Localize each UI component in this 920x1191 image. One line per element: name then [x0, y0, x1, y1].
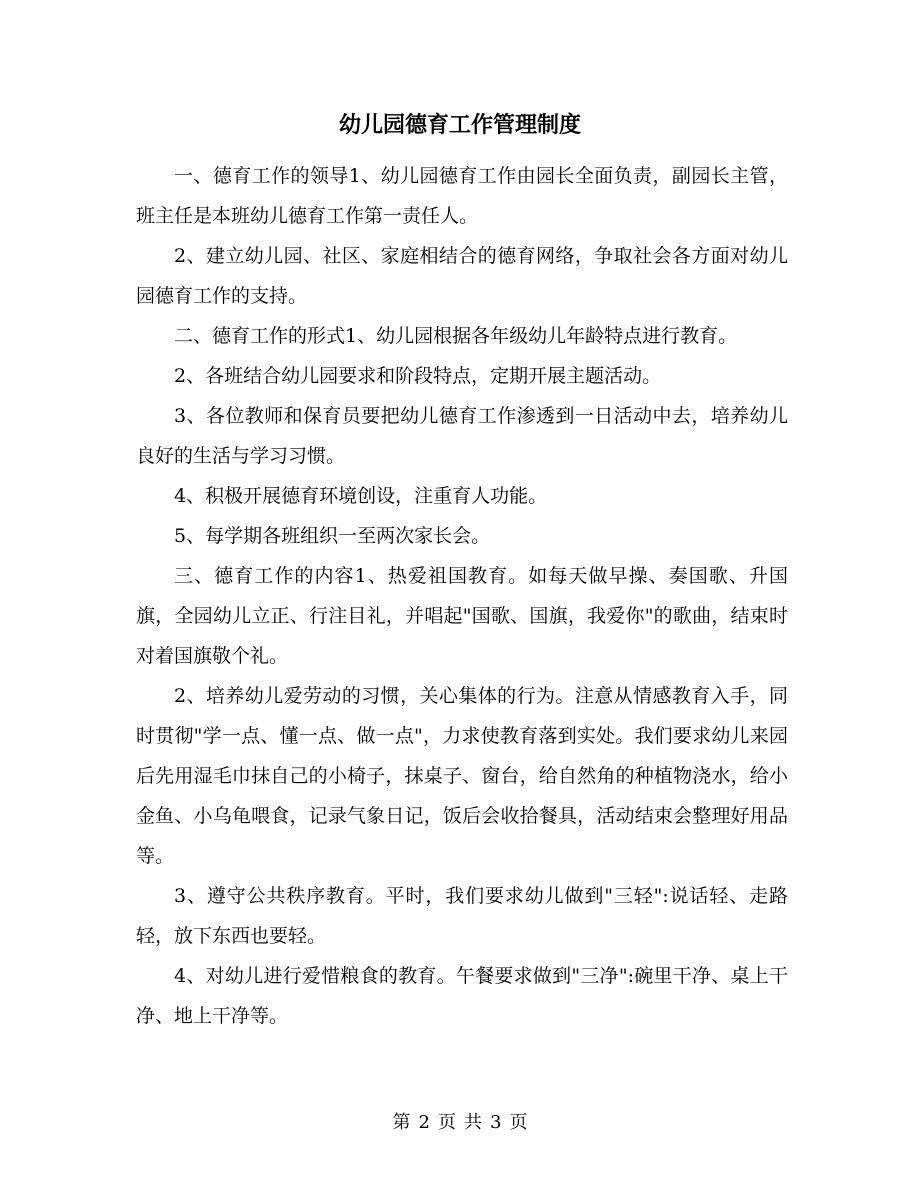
document-title: 幼儿园德育工作管理制度 — [338, 112, 581, 138]
page-footer — [0, 1110, 920, 1136]
paragraph-1: 一、德育工作的领导1、幼儿园德育工作由园长全面负责，副园长主管，班主任是本班幼儿德育工作第一责任人。 — [136, 165, 788, 227]
paragraph-4: 2、各班结合幼儿园要求和阶段特点，定期开展主题活动。 — [174, 365, 662, 387]
document-body — [136, 156, 788, 1036]
paragraph-10: 3、遵守公共秩序教育。平时，我们要求幼儿做到"三轻":说话轻、走路轻，放下东西也要轻。 — [136, 885, 788, 947]
footer-total-pages: 3 — [490, 1112, 502, 1133]
paragraph-8: 三、德育工作的内容1、热爱祖国教育。如每天做早操、奏国歌、升国旗，全园幼儿立正、行注目礼，并唱起"国歌、国旗，我爱你"的歌曲，结束时对着国旗敬个礼。 — [136, 565, 788, 667]
paragraph-3: 二、德育工作的形式1、幼儿园根据各年级幼儿年龄特点进行教育。 — [174, 325, 738, 347]
paragraph-7: 5、每学期各班组织一至两次家长会。 — [174, 525, 491, 547]
footer-current-page: 2 — [418, 1112, 430, 1133]
paragraph-5: 3、各位教师和保育员要把幼儿德育工作渗透到一日活动中去，培养幼儿良好的生活与学习习惯。 — [136, 405, 788, 467]
paragraph-2: 2、建立幼儿园、社区、家庭相结合的德育网络，争取社会各方面对幼儿园德育工作的支持。 — [136, 245, 788, 307]
footer-page-prefix: 第 — [392, 1112, 411, 1133]
paragraph-11: 4、对幼儿进行爱惜粮食的教育。午餐要求做到"三净":碗里干净、桌上干净、地上干净等。 — [136, 965, 788, 1027]
footer-page-suffix: 页 — [509, 1112, 528, 1133]
paragraph-6: 4、积极开展德育环境创设，注重育人功能。 — [174, 485, 548, 507]
footer-total-prefix: 共 — [464, 1112, 482, 1133]
paragraph-9: 2、培养幼儿爱劳动的习惯，关心集体的行为。注意从情感教育入手，同时贯彻"学一点、懂一点、做一点"，力求使教育落到实处。我们要求幼儿来园后先用湿毛巾抹自己的小椅子，抹桌子、窗台，给自然角的种植物浇水，给小金鱼、小乌龟喂食，记录气象日记，饭后会收拾餐具，活动结束会整理好用品等。 — [136, 685, 788, 867]
footer-page-word: 页 — [438, 1112, 456, 1133]
